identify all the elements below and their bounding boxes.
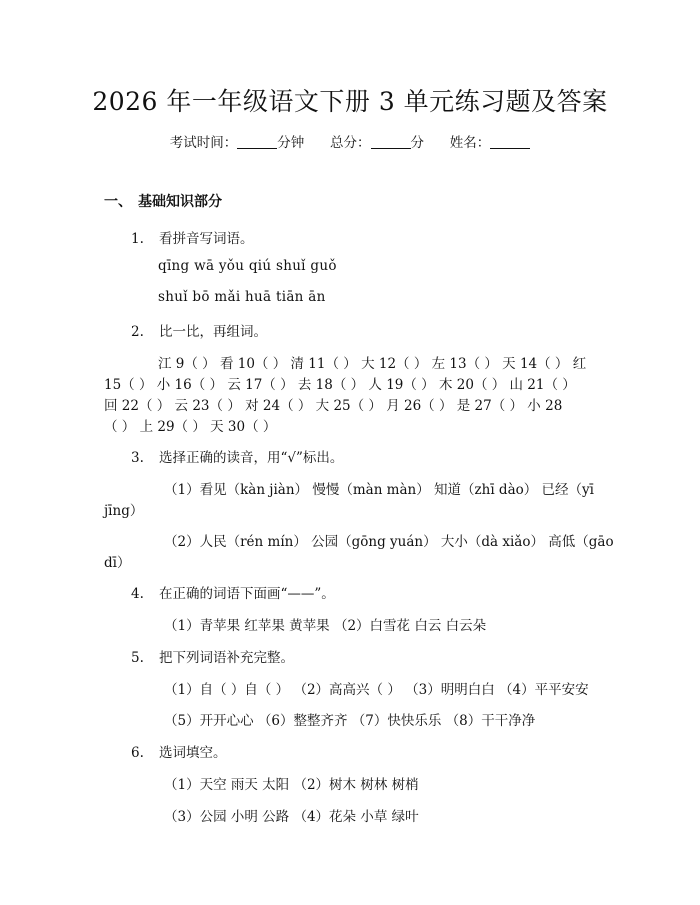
reading-line: jīng）: [104, 503, 144, 519]
question-number: 6.: [131, 745, 144, 761]
question-text: 选词填空。: [159, 745, 227, 761]
score-unit: 分: [410, 135, 424, 151]
compare-line: （ ） 上 29（ ） 天 30（ ）: [104, 419, 277, 435]
time-blank: [237, 134, 277, 149]
compare-line: 江 9（ ） 看 10（ ） 清 11（ ） 大 12（ ） 左 13（ ） 天 14（ ） 红: [158, 356, 587, 372]
question-3: [131, 446, 343, 466]
compare-line: 15（ ） 小 16（ ） 云 17（ ） 去 18（ ） 人 19（ ） 木 20（ ） 山 21（ ）: [104, 377, 576, 393]
time-label: 考试时间：: [169, 135, 238, 151]
word-select-line: （1）天空 雨天 太阳 （2）树木 树林 树梢: [164, 777, 419, 793]
question-number: 3.: [131, 450, 144, 466]
word-choice-line: （1）青苹果 红苹果 黄苹果 （2）白雪花 白云 白云朵: [164, 618, 487, 634]
reading-line: （2）人民（rén mín） 公园（gōng yuán） 大小（dà xiǎo） 高低（gāo: [164, 534, 614, 550]
question-number: 4.: [131, 586, 144, 602]
question-number: 5.: [131, 650, 144, 666]
name-blank: [490, 134, 530, 149]
question-1: [131, 227, 254, 247]
fill-line: （1）自（ ）自（ ） （2）高高兴（ ） （3）明明白白 （4）平平安安: [164, 682, 589, 698]
time-unit: 分钟: [277, 135, 305, 151]
pinyin-line: shuǐ bō mǎi huā tiān ān: [158, 289, 326, 305]
page-title: 2026 年一年级语文下册 3 单元练习题及答案: [92, 87, 608, 116]
question-text: 比一比，再组词。: [159, 324, 267, 340]
word-select-line: （3）公园 小明 公路 （4）花朵 小草 绿叶: [164, 809, 419, 825]
section-heading: [104, 191, 222, 211]
question-text: 把下列词语补充完整。: [159, 650, 294, 666]
compare-line: 回 22（ ） 云 23（ ） 对 24（ ） 大 25（ ） 月 26（ ） 是 27（ ） 小 28: [104, 398, 563, 414]
question-5: [131, 646, 294, 666]
section-number: 一、: [104, 194, 132, 210]
score-label: 总分：: [330, 135, 371, 151]
question-4: [131, 582, 335, 602]
pinyin-line: qīng wā yǒu qiú shuǐ guǒ: [158, 258, 337, 274]
score-blank: [371, 134, 411, 149]
exam-meta: [0, 131, 700, 151]
reading-line: （1）看见（kàn jiàn） 慢慢（màn màn） 知道（zhī dào） 已经（yī: [164, 482, 594, 498]
question-2: [131, 320, 267, 340]
question-text: 看拼音写词语。: [159, 231, 254, 247]
question-6: [131, 741, 227, 761]
reading-line: dī）: [104, 555, 131, 571]
question-number: 1.: [131, 231, 144, 247]
fill-line: （5）开开心心 （6）整整齐齐 （7）快快乐乐 （8）干干净净: [164, 713, 536, 729]
section-label: 基础知识部分: [138, 194, 222, 210]
question-number: 2.: [131, 324, 144, 340]
question-text: 在正确的词语下面画“——”。: [159, 586, 335, 602]
name-label: 姓名：: [449, 135, 491, 151]
question-text: 选择正确的读音，用“√”标出。: [159, 450, 344, 466]
